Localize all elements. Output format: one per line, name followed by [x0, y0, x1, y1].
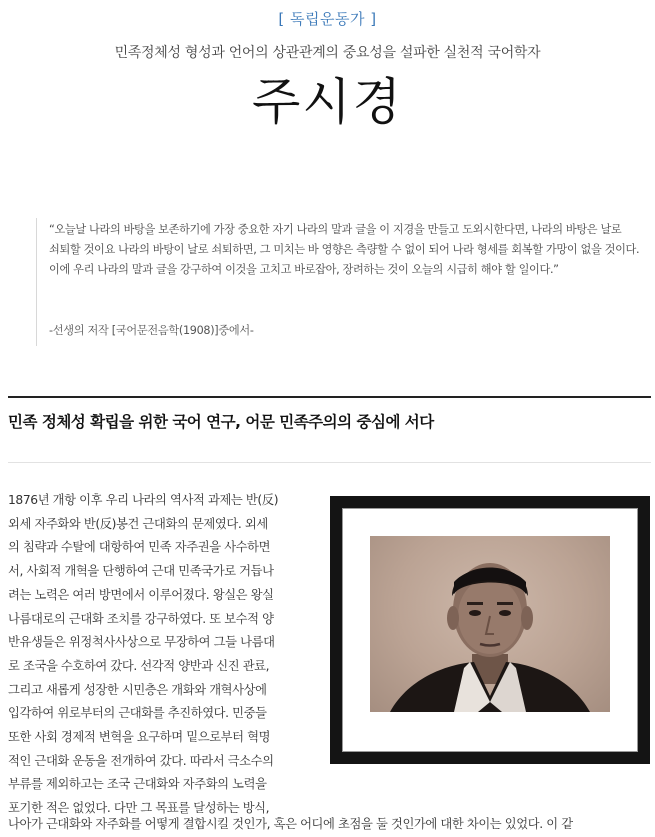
portrait-frame — [330, 496, 650, 764]
page-subtitle: 민족정체성 형성과 언어의 상관관계의 중요성을 설파한 실천적 국어학자 — [114, 45, 541, 61]
section-divider-bottom — [8, 462, 651, 463]
page-title: 주시경 — [252, 73, 403, 131]
quote-block — [36, 218, 649, 346]
category-label: [ 독립운동가 ] — [278, 10, 377, 28]
portrait-mat — [342, 508, 638, 752]
quote-text: “오늘날 나라의 바탕을 보존하기에 가장 중요한 자기 나라의 말과 글을 이 지경을 만들고 도외시한다면, 나라의 바탕은 날로 쇠퇴할 것이요 나라의 바탕이 날로 쇠퇴하면, 그 미치는 바 영향은 측량할 수 없이 되어 나라 형세를 회복할 가망이 없을 것이다. 이에 우리 나라의 말과 글을 강구하여 이것을 고치고 바로잡아, 장려하는 것이 오늘의 시급히 해야 할 일이다.” — [49, 223, 640, 276]
body-paragraph: 1876년 개항 이후 우리 나라의 역사적 과제는 반(反) 외세 자주화와 반(反)봉건 근대화의 문제였다. 외세 의 침략과 수탈에 대항하여 민족 자주권을 사수하면 서, 사회적 개혁을 단행하여 근대 민족국가로 거듭나 려는 노력은 여러 방면에서 이루어졌다. 왕실은 왕실 나름대로의 근대화 조치를 강구하였다. 또 보수적 양 반유생들은 위정척사사상으로 무장하여 그들 나름대 로 조국을 수호하여 갔다. 선각적 양반과 신진 관료, 그리고 새롭게 성장한 시민층은 개화와 개혁사상에 입각하여 위로부터의 근대화를 추진하였다. 민중들 또한 사회 경제적 변혁을 요구하며 밑으로부터 혁명 적인 근대화 운동을 전개하여 갔다. 따라서 극소수의 부류를 제외하고는 조국 근대화와 자주화의 노력을 포기한 적은 없었다. 다만 그 목표를 달성하는 방식, — [8, 493, 279, 816]
portrait-photo — [370, 536, 610, 712]
quote-source: -선생의 저작 [국어문전음학(1908)]중에서- — [49, 324, 254, 337]
body-paragraph-continued: 나아가 근대화와 자주화를 어떻게 결합시킬 것인가, 혹은 어디에 초점을 둘 것인가에 대한 차이는 있었다. 이 같 — [8, 817, 573, 831]
section-heading: 민족 정체성 확립을 위한 국어 연구, 어문 민족주의의 중심에 서다 — [8, 413, 434, 431]
section-divider-top — [8, 396, 651, 398]
